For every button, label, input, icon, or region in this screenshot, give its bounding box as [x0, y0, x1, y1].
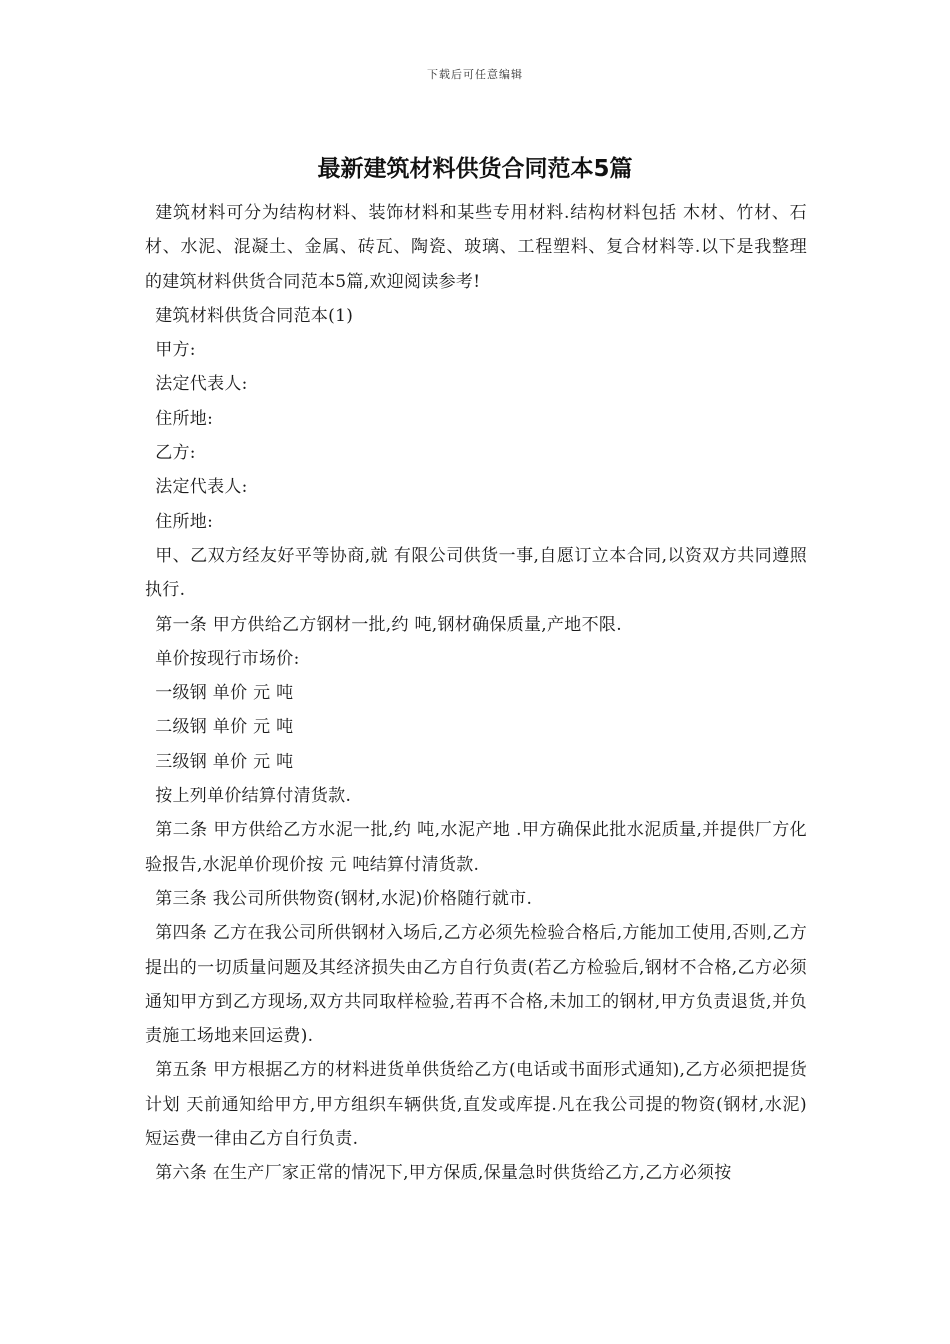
article-5: 第五条 甲方根据乙方的材料进货单供货给乙方(电话或书面形式通知),乙方必须把提货计划 天前通知给甲方,甲方组织车辆供货,直发或库提.凡在我公司提的物资(钢材,水泥)短运费一律由乙方自行负责. [145, 1060, 807, 1150]
party-b-address-line: 住所地: [155, 511, 214, 532]
settlement-line: 按上列单价结算付清货款. [155, 786, 352, 807]
article-4: 第四条 乙方在我公司所供钢材入场后,乙方必须先检验合格后,方能加工使用,否则,乙方提出的一切质量问题及其经济损失由乙方自行负责(若乙方检验后,钢材不合格,乙方必须通知甲方到乙方现场,双方共同取样检验,若再不合格,未加工的钢材,甲方负责退货,并负责施工场地来回运费). [145, 923, 807, 1047]
price-basis-line: 单价按现行市场价: [155, 648, 300, 669]
article-2: 第二条 甲方供给乙方水泥一批,约 吨,水泥产地 .甲方确保此批水泥质量,并提供厂方化验报告,水泥单价现价按 元 吨结算付清货款. [145, 820, 807, 875]
intro-paragraph: 建筑材料可分为结构材料、装饰材料和某些专用材料.结构材料包括 木材、竹材、石材、水泥、混凝土、金属、砖瓦、陶瓷、玻璃、工程塑料、复合材料等.以下是我整理的建筑材料供货合同范本5篇,欢迎阅读参考! [145, 203, 807, 292]
party-a-line: 甲方: [155, 340, 196, 361]
article-3: 第三条 我公司所供物资(钢材,水泥)价格随行就市. [155, 888, 533, 909]
agreement-paragraph: 甲、乙双方经友好平等协商,就 有限公司供货一事,自愿订立本合同,以资双方共同遵照执行. [145, 545, 807, 601]
party-b-line: 乙方: [155, 443, 196, 464]
document-title: 最新建筑材料供货合同范本5篇 [317, 156, 633, 182]
header-note: 下载后可任意编辑 [427, 68, 523, 81]
grade-1-steel-line: 一级钢 单价 元 吨 [155, 683, 294, 704]
document-body [145, 196, 807, 1191]
party-b-representative-line: 法定代表人: [155, 477, 248, 498]
grade-3-steel-line: 三级钢 单价 元 吨 [155, 751, 294, 772]
grade-2-steel-line: 二级钢 单价 元 吨 [155, 717, 294, 738]
party-a-representative-line: 法定代表人: [155, 374, 248, 395]
party-a-address-line: 住所地: [155, 408, 214, 429]
article-6: 第六条 在生产厂家正常的情况下,甲方保质,保量急时供货给乙方,乙方必须按 [155, 1163, 732, 1184]
article-1: 第一条 甲方供给乙方钢材一批,约 吨,钢材确保质量,产地不限. [155, 614, 622, 635]
contract-heading: 建筑材料供货合同范本(1) [155, 305, 354, 326]
